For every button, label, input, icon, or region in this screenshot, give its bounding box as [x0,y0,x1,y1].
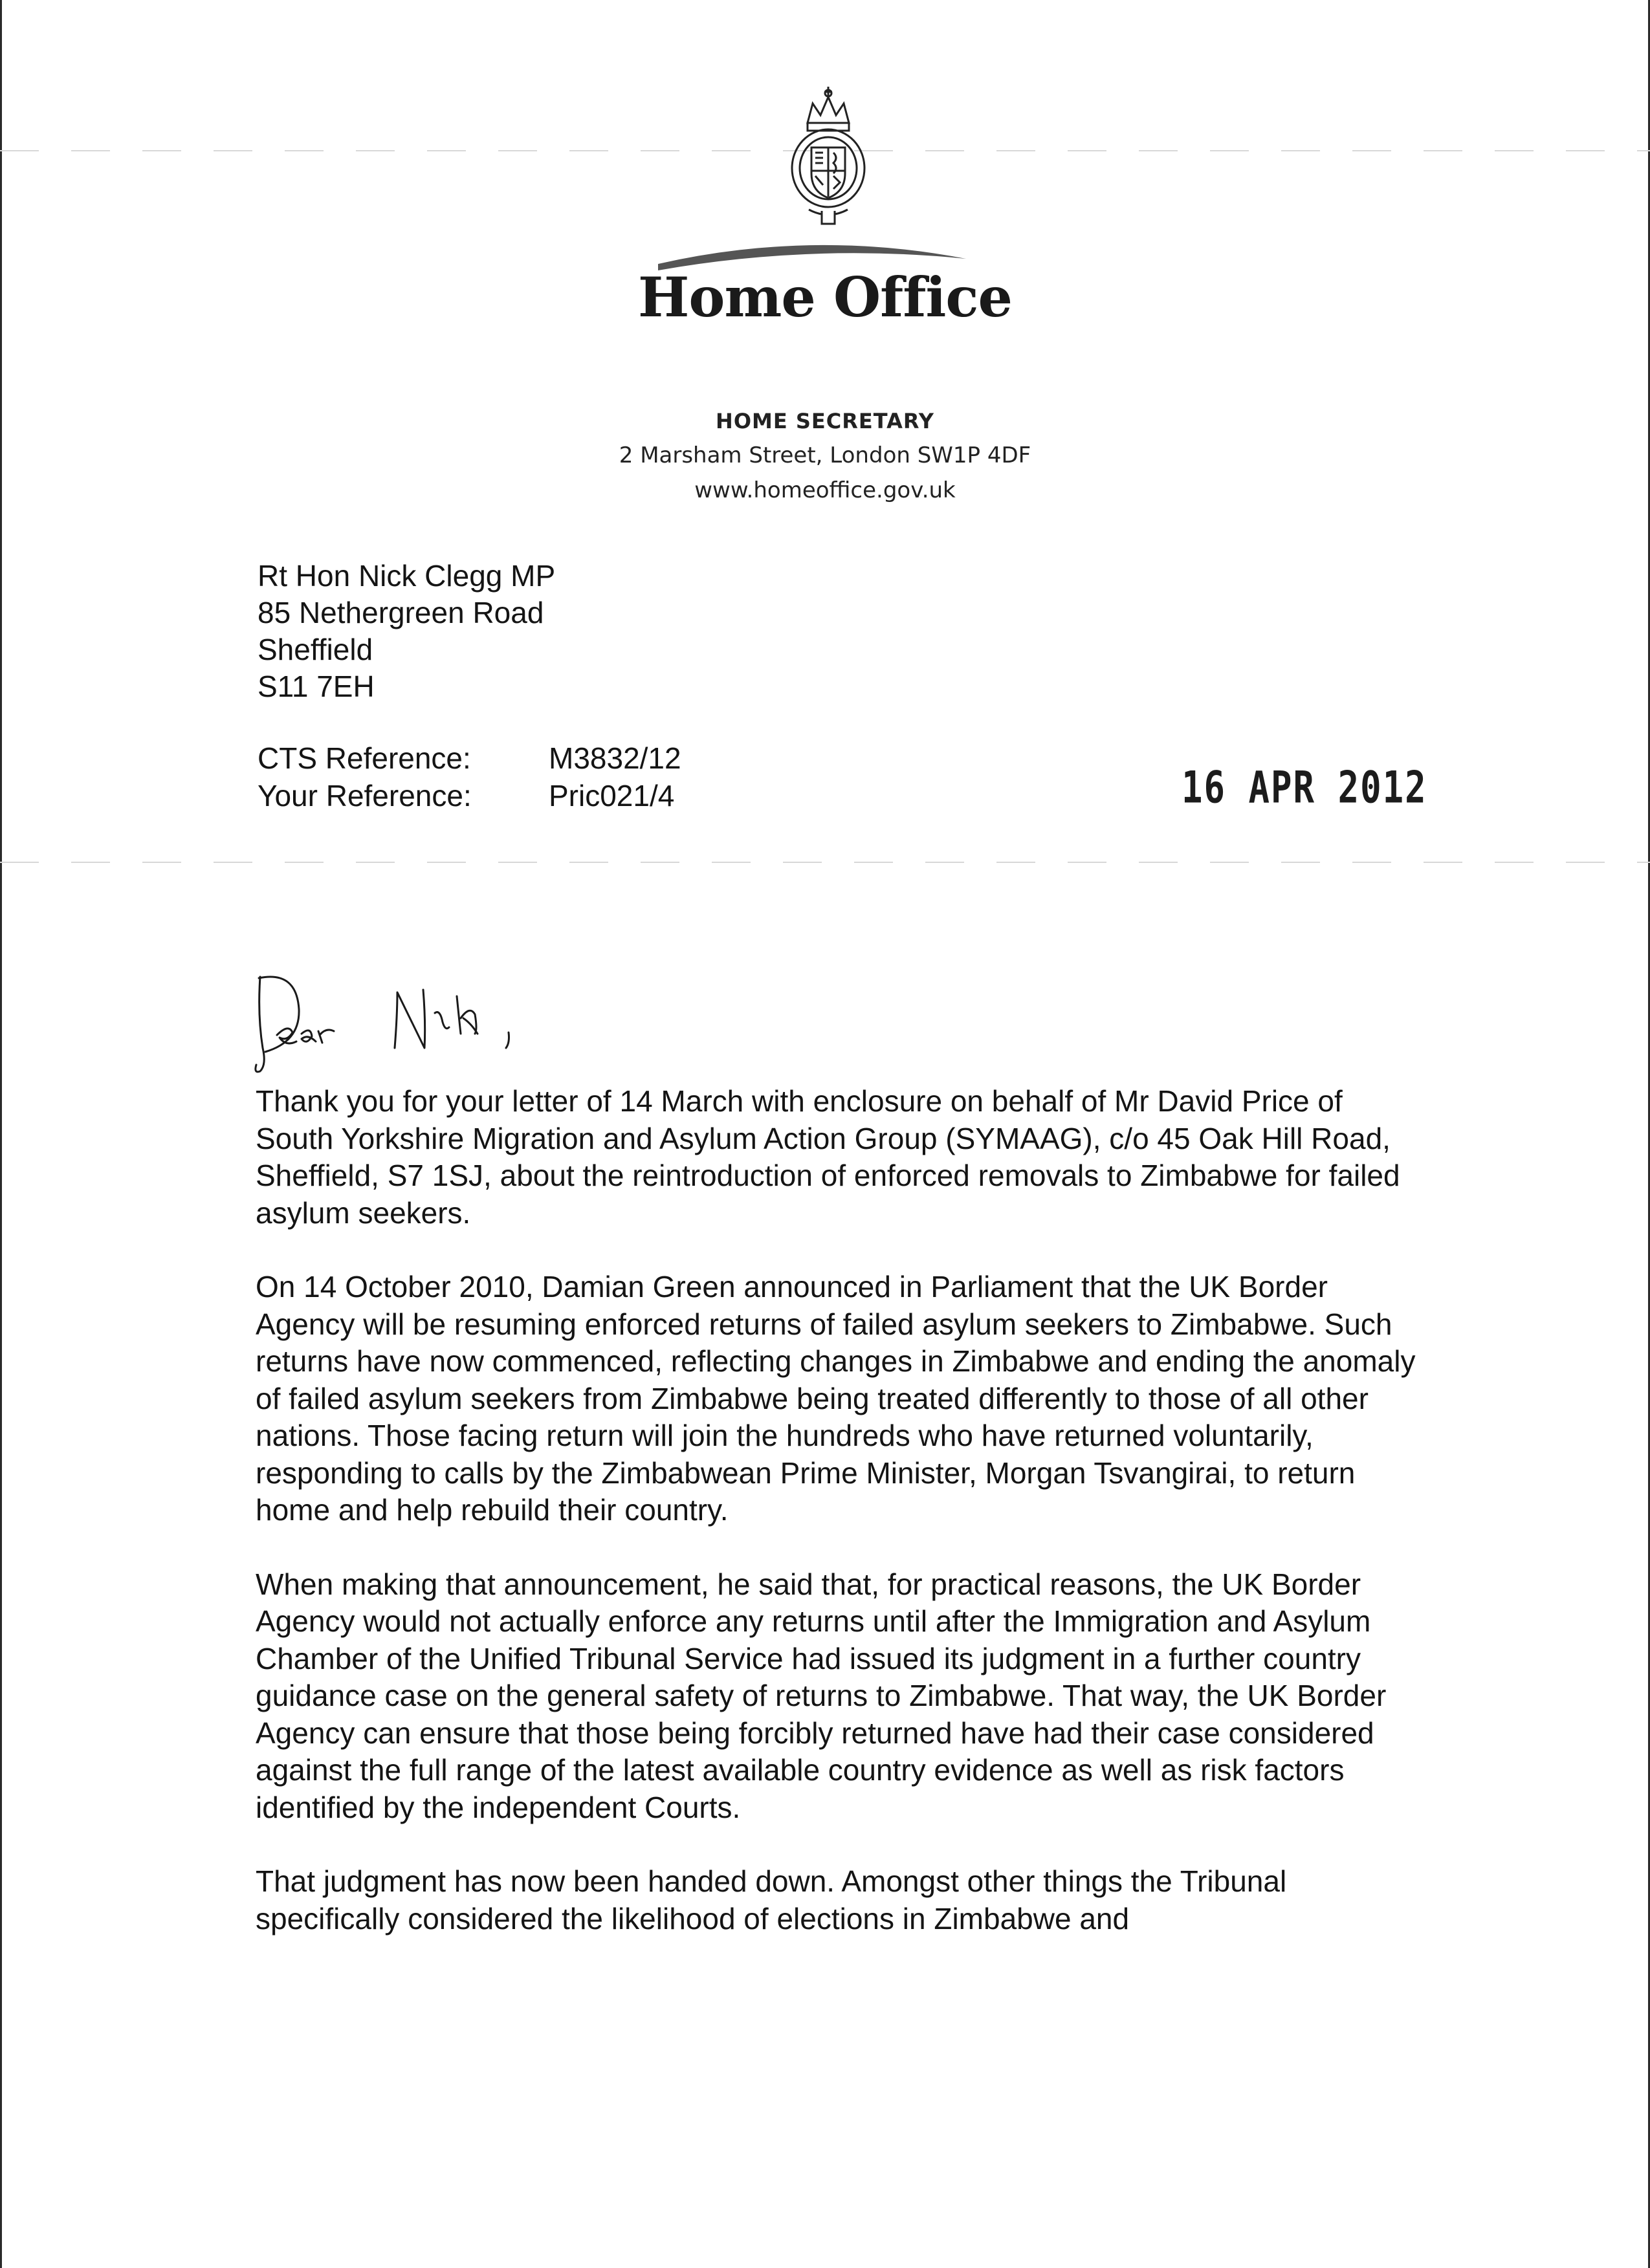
recipient-address [258,558,555,705]
reference-table [258,739,808,814]
department-block [0,404,1650,508]
org-name: Home Office [638,265,1012,329]
recipient-line: 85 Nethergreen Road [258,596,544,629]
recipient-line: Sheffield [258,633,373,666]
reference-row [258,739,808,777]
body-paragraph: That judgment has now been handed down. Amongst other things the Tribunal specifically considered the likelihood of elections in Zimbabwe and [256,1864,1287,1935]
department-website: www.homeoffice.gov.uk [694,477,956,503]
reference-row [258,777,808,814]
body-paragraph: Thank you for your letter of 14 March with enclosure on behalf of Mr David Price of South Yorkshire Migration and Asylum Action Group (SYMAAG), c/o 45 Oak Hill Road, Sheffield, S7 1SJ, about the reintroduction of enforced removals to Zimbabwe for failed asylum seekers. [256,1084,1400,1230]
reference-value: Pric021/4 [549,779,675,812]
department-title: HOME SECRETARY [716,409,934,433]
body-paragraph: On 14 October 2010, Damian Green announced in Parliament that the UK Border Agency will be resuming enforced returns of failed asylum seekers to Zimbabwe. Such returns have now commenced, reflecting changes in Zimbabwe and ending the anomaly of failed asylum seekers from Zimbabwe being treated differently to those of all other nations. Those facing return will join the hundreds who have returned voluntarily, responding to calls by the Zimbabwean Prime Minister, Morgan Tsvangirai, to return home and help rebuild their country. [256,1270,1416,1527]
fold-line-middle [0,862,1650,863]
date-stamp: 16 APR 2012 [1182,762,1427,813]
page-edge-left [0,0,2,2268]
recipient-line: Rt Hon Nick Clegg MP [258,559,556,593]
recipient-line: S11 7EH [258,670,375,703]
royal-coat-of-arms-icon [751,78,906,233]
reference-value: M3832/12 [549,741,681,775]
reference-label: Your Reference: [258,779,472,812]
reference-label: CTS Reference: [258,741,471,775]
letter-body [256,1083,1420,1974]
department-address: 2 Marsham Street, London SW1P 4DF [619,442,1031,468]
handwritten-salutation [251,951,588,1074]
body-paragraph: When making that announcement, he said that, for practical reasons, the UK Border Agency would not actually enforce any returns until after the Immigration and Asylum Chamber of the Unified Tribunal Service had issued its judgment in a further country guidance case on the general safety of returns to Zimbabwe. That way, the UK Border Agency can ensure that those being forcibly returned have had their case considered against the full range of the latest available country evidence as well as risk factors identified by the independent Courts. [256,1567,1387,1824]
